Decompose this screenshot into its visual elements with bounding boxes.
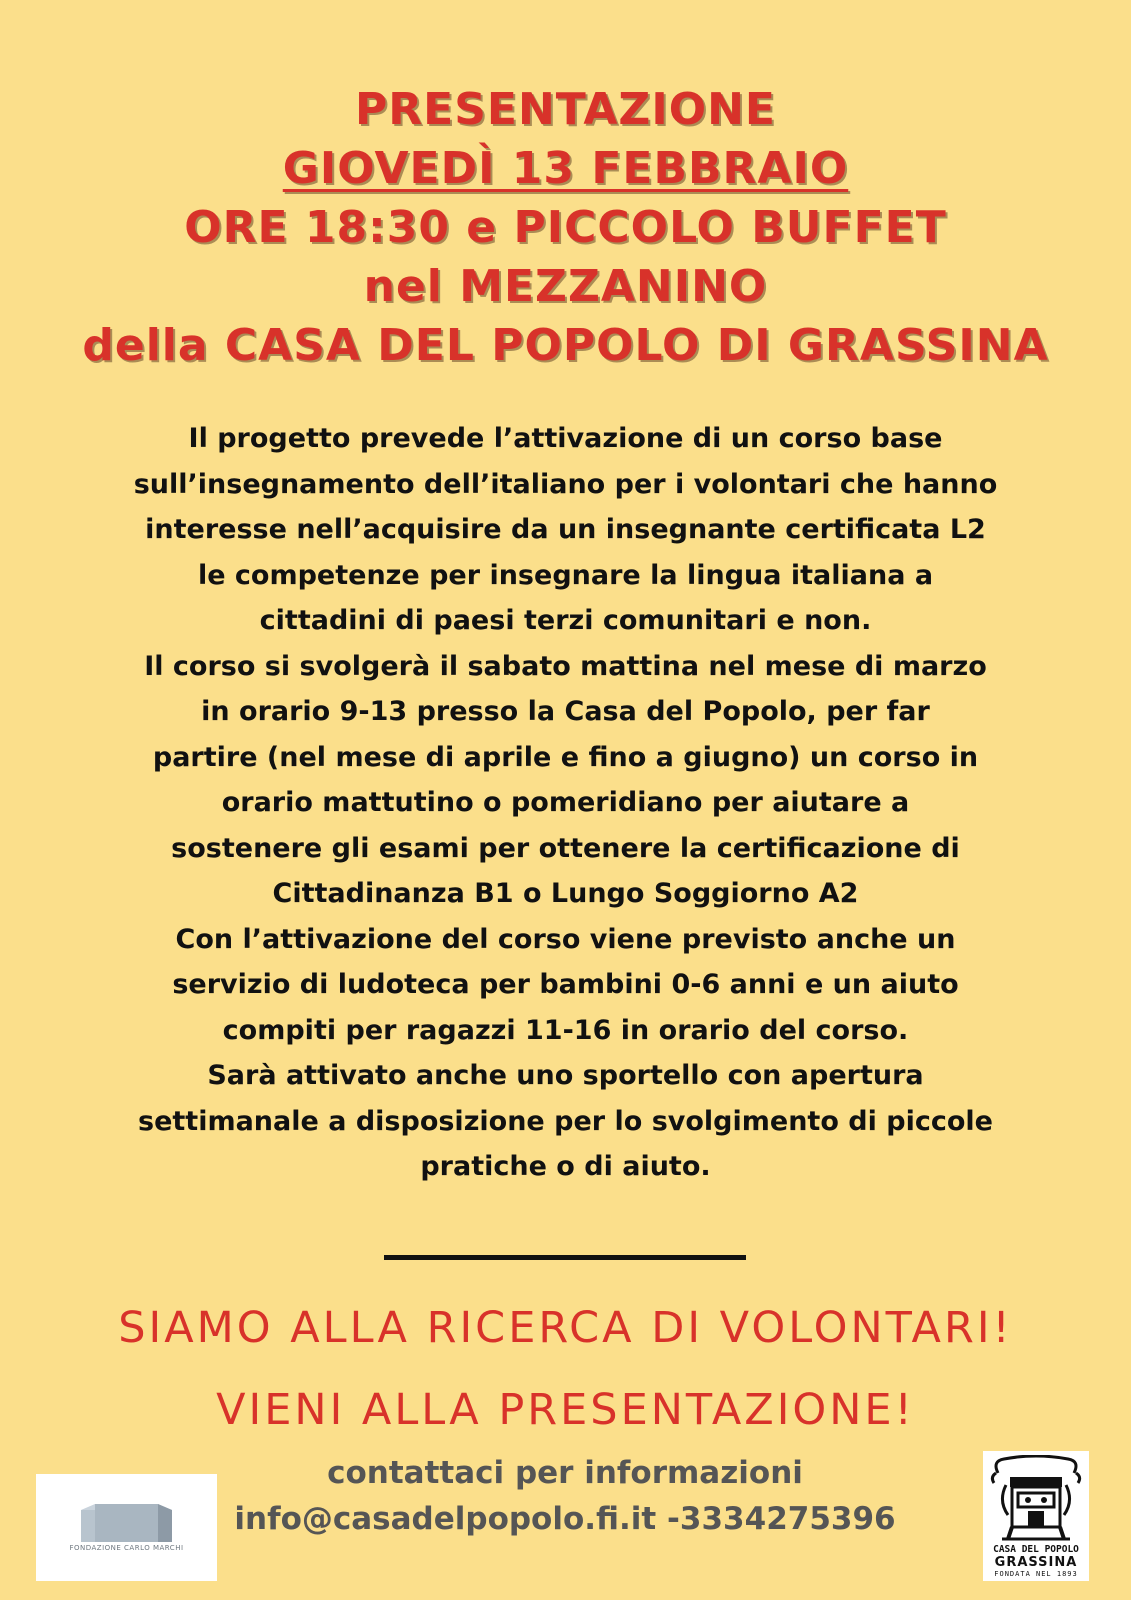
description-line: sull’insegnamento dell’italiano per i volontari che hanno — [133, 468, 998, 500]
logo-text-fondata: FONDATA NEL 1893 — [994, 1570, 1078, 1578]
description-line: Con l’attivazione del corso viene previsto anche un — [175, 923, 956, 955]
event-header — [0, 80, 1131, 375]
casa-del-popolo-logo — [983, 1451, 1089, 1581]
header-date-row — [0, 139, 1131, 198]
description-line: orario mattutino o pomeridiano per aiutare a — [221, 787, 910, 818]
description-line: servizio di ludoteca per bambini 0-6 anni e un aiuto — [172, 969, 959, 1000]
description-line: cittadini di paesi terzi comunitari e non. — [259, 605, 872, 636]
contact-details[interactable]: info@casadelpopolo.fi.it -3334275396 — [234, 1501, 896, 1537]
description-line: le competenze per insegnare la lingua italiana a — [197, 559, 934, 591]
header-title: PRESENTAZIONE — [355, 84, 776, 135]
description-line: interesse nell’acquisire da un insegnante certificata L2 — [145, 514, 986, 545]
logo-text-casa: CASA DEL POPOLO — [993, 1544, 1079, 1555]
contact-info — [230, 1450, 900, 1542]
fondazione-caption: FONDAZIONE CARLO MARCHI — [69, 1544, 184, 1552]
header-time: ORE 18:30 e PICCOLO BUFFET — [184, 202, 947, 253]
description-line: Sarà attivato anche uno sportello con apertura — [207, 1060, 924, 1091]
fondazione-logo — [36, 1474, 217, 1581]
description-line: settimanale a disposizione per lo svolgimento di piccole — [138, 1105, 993, 1137]
header-venue: della CASA DEL POPOLO DI GRASSINA — [82, 320, 1049, 371]
logo-text-grassina: GRASSINA — [994, 1555, 1078, 1570]
header-location: nel MEZZANINO — [363, 261, 768, 312]
cta-presentation: VIENI ALLA PRESENTAZIONE! — [216, 1385, 915, 1435]
contact-heading: contattaci per informazioni — [327, 1455, 803, 1491]
description-line: Il progetto prevede l’attivazione di un corso base — [188, 423, 943, 454]
cta-volunteers: SIAMO ALLA RICERCA DI VOLONTARI! — [118, 1303, 1013, 1353]
description-line: Il corso si svolgerà il sabato mattina nel mese di marzo — [144, 650, 987, 682]
building-icon — [81, 1502, 172, 1542]
house-mascot-icon — [988, 1455, 1084, 1543]
header-date: GIOVEDÌ 13 FEBBRAIO — [282, 143, 849, 194]
section-divider — [384, 1255, 746, 1260]
call-to-action — [0, 1287, 1131, 1451]
description-line: partire (nel mese di aprile e fino a giugno) un corso in — [152, 741, 979, 773]
description-line: Cittadinanza B1 o Lungo Soggiorno A2 — [272, 878, 859, 909]
project-description — [90, 416, 1041, 1190]
description-line: pratiche o di aiuto. — [420, 1151, 711, 1182]
description-line: sostenere gli esami per ottenere la certificazione di — [171, 832, 960, 864]
description-line: compiti per ragazzi 11-16 in orario del corso. — [222, 1014, 909, 1046]
description-line: in orario 9-13 presso la Casa del Popolo, per far — [201, 696, 930, 727]
